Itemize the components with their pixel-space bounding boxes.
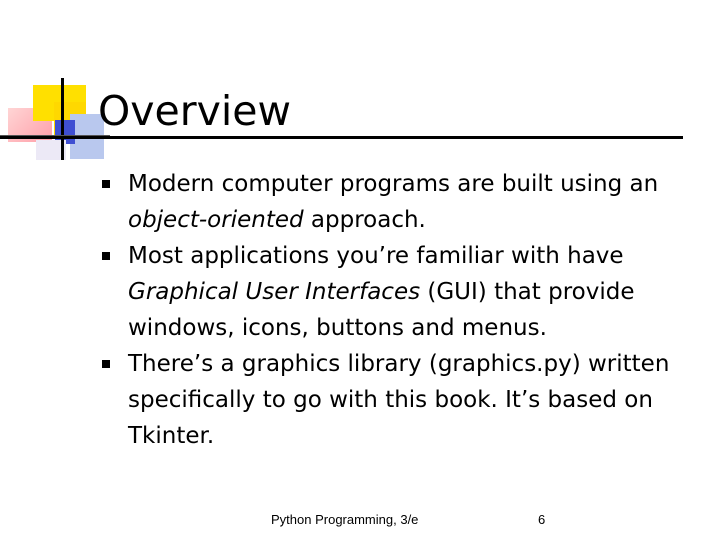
bullet-item	[100, 346, 710, 454]
bullet-text-part: Most applications you’re familiar with have	[128, 243, 624, 269]
bullet-text: There’s a graphics library (graphics.py) written specifically to go with this book. It’s based on Tkinter.	[128, 351, 670, 449]
bullet-square-icon	[102, 360, 110, 368]
title-underline	[0, 136, 683, 139]
bullet-text	[128, 171, 658, 233]
bullet-item	[100, 238, 710, 346]
bullet-square-icon	[102, 252, 110, 260]
bullet-text-part: approach.	[303, 207, 426, 233]
vertical-rule	[61, 78, 64, 160]
decorative-logo	[0, 0, 110, 165]
bullet-list	[100, 166, 710, 454]
bullet-text-part: Modern computer programs are built using an	[128, 171, 659, 197]
bullet-text-emphasis: object-oriented	[128, 207, 304, 233]
bullet-text-emphasis: Graphical User Interfaces	[128, 279, 421, 305]
footer-page-number: 6	[538, 512, 546, 527]
slide-title: Overview	[98, 87, 292, 135]
bullet-text	[128, 243, 634, 341]
bullet-square-icon	[102, 180, 110, 188]
footer-course-title: Python Programming, 3/e	[271, 512, 419, 527]
bullet-item	[100, 166, 710, 238]
bullet-text-part: (GUI) that provide windows, icons, buttons and menus.	[128, 279, 635, 341]
